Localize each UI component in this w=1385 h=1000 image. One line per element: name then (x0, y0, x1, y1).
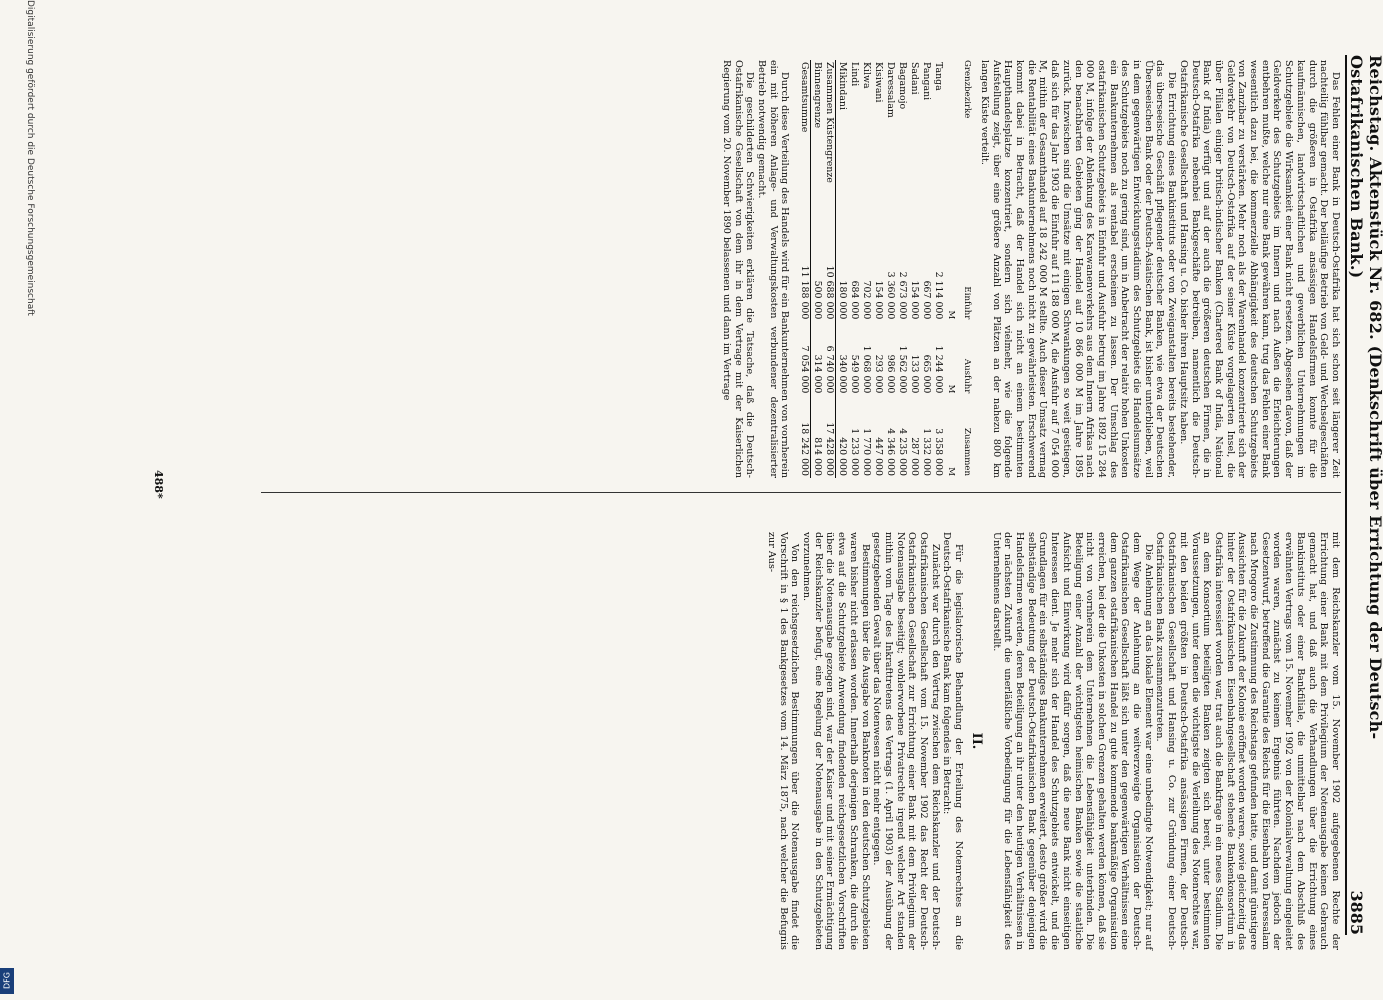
unit-cell: M (946, 384, 957, 394)
table-cell: 447 000 (873, 437, 885, 476)
table-cell: Daressalam (885, 62, 897, 118)
subtotal-row (824, 60, 837, 478)
table-cell: 814 000 (812, 437, 824, 476)
dfg-logo-text: DFG (2, 972, 12, 990)
unit-cell: M (946, 467, 957, 476)
table-cell: 287 000 (909, 437, 921, 476)
table-cell: 702 000 (861, 280, 873, 320)
table-cell: Kisiwani (873, 62, 885, 103)
page-number: 3885 (1347, 890, 1366, 935)
paragraph: Von den reichsgesetzlichen Bestimmungen über die Notenausgabe findet die Vorschrift in § 1 des Bankgesetzes vom 14. März 1875, nach welcher die Befugnis zur Aus- (765, 532, 801, 950)
left-column (720, 60, 1341, 478)
dfg-logo (0, 968, 14, 994)
paragraph: Die Anlehnung an das lokale Element war eine unbedingte Notwendigkeit; nur auf dem Wege der Anlehnung an die weitverzweigte Organisation der Deutsch-Ostafrikanischen Gesellschaft läßt sich unter den gegenwärtigen Verhältnissen eine dem ganzen ostafrikanischen Handel zu gute kommende bankmäßige Organisation erreichen, bei der die Unkosten in solchen Grenzen gehalten werden können, daß sie nicht von vornherein dem Unternehmen die Lebensfähigkeit unterbinden. Die Beteiligung einer Anzahl der wichtigsten heimischen Banken sowie die staatliche Aufsicht und Einwirkung wird dafür sorgen, daß die neue Bank nicht einseitigen Interessen dient. Je mehr sich der Handel des Schutzgebiets entwickelt, und die Grundlagen für ein selbständiges Bankunternehmen erweitert, desto größer wird die selbständige Bedeutung der Deutsch-Ostafrikanischen Bank gegenüber denjenigen Handelsfirmen werden, deren Beteiligung an ihr unter den heutigen Verhältnissen in der nächsten Zukunft die unerläßliche Vorbedingung für die Lebensfähigkeit des Unternehmens darstellt. (990, 532, 1154, 950)
table-cell: 6 740 000 (824, 321, 837, 395)
total-row (799, 60, 812, 478)
paragraph: Bestimmungen über die Ausgabe von Banknoten in den deutschen Schutzgebieten waren bisher nicht erlassen worden. Innerhalb derjenigen Schranken, die durch die etwa auf die Schutzgebiete Anwendung findenden reichsgesetzlichen Vorschriften über die Notenausgabe gezogen sind, war der Kaiser und mit seiner Ermächtigung der Reichskanzler befugt, eine Regelung der Notenausgabe in den Schutzgebieten vorzunehmen. (801, 532, 871, 950)
table-row (909, 60, 921, 478)
page-header (1345, 55, 1385, 935)
paragraph: Für die legislatorische Behandlung der Erteilung des Notenrechtes an die Deutsch-Ostafrikanische Bank kam folgendes in Betracht: (941, 532, 965, 950)
table-cell: 154 000 (909, 280, 921, 320)
table-cell: Lindi (849, 62, 861, 87)
table-cell: 549 000 (849, 354, 861, 394)
table-cell: 665 000 (921, 354, 933, 394)
paragraph: Durch diese Verteilung des Handels wird für ein Bankunternehmen von vornherein ein mit höheren Anlage- und Verwaltungskosten verbundener dezentralisierter Betrieb notwendig gemacht. (756, 60, 791, 478)
table-row (897, 60, 909, 478)
paragraph: Die Errichtung eines Bankinstituts oder von Zweiganstalten bereits bestehender, das überseeische Geschäft pflegender deutscher Banken, wie etwa der Deutschen Überseeischen Bank oder der Deutsch-Asiatischen Bank, ist bisher unterblieben, weil in dem gegenwärtigen Entwicklungsstadium des Schutzgebiets die Handelsumsätze des Schutzgebiets noch zu gering sind, um in Anbetracht der relativ hohen Unkosten ein Bankunternehmen als rentabel erscheinen zu lassen. Der Umschlag des ostafrikanischen Schutzgebiets in Einfuhr und Ausfuhr betrug im Jahre 1892 15 284 000 M, infolge der Ablenkung des Karawanenverkehrs aus dem Innern Afrikas nach den benachbarten Gebieten ging der Handel auf 10 866 000 M im Jahre 1895 zurück. Inzwischen sind die Umsätze mit einigen Schwankungen so weit gestiegen, daß sich für das Jahr 1903 die Einfuhr auf 11 188 000 M, die Ausfuhr auf 7 054 000 M, mithin der Gesamthandel auf 18 242 000 M stellte. Auch dieser Umsatz vermag die Rentabilität eines Bankunternehmens noch nicht zu gewährleisten. Erschwerend kommt dabei in Betracht, daß der Handel sich nicht an einem bestimmten Haupthandelsplatze konzentriert, sondern sich vielmehr, wie die folgende Aufstellung zeigt, über eine größere Anzahl von Plätzen an der nahezu 800 km langen Küste verteilt. (978, 60, 1178, 478)
page-title: Reichstag. Aktenstück Nr. 682. (Denkschrift über Errichtung der Deutsch-Ostafrikanischen Bank.) (1347, 55, 1385, 740)
table-cell: 1 770 000 (861, 428, 873, 476)
table-cell: 1 068 000 (861, 345, 873, 394)
table-row (849, 60, 861, 478)
section-heading: II. (968, 732, 984, 750)
paragraph: Das Fehlen einer Bank in Deutsch-Ostafrika hat sich schon seit längerer Zeit nachteilig fühlbar gemacht. Der beiläufige Betrieb von Geld- und Wechselgeschäften durch die größeren in Ostafrika ansässigen Handelsfirmen konnte für die kaufmännischen, landwirtschaftlichen und gewerblichen Unternehmungen im Schutzgebiete die Wirksamkeit einer Bank nicht ersetzen. Abgesehen davon, daß der Geldverkehr des Schutzgebiets im Innern und nach Außen die Erleichterungen entbehren mußte, welche nur eine Bank gewähren kann, trug das Fehlen einer Bank wesentlich dazu bei, die kommerzielle Abhängigkeit des deutschen Schutzgebiets von Zanzibar zu verstärken. Mehr noch als der Warenhandel konzentrierte sich der Geldverkehr von Deutsch-Ostafrika auf der seiner Küste vorgelagerten Insel, die über Filialen einiger britisch-indischer Banken (Chartered Bank of India, National Bank of India) verfügt und auf der auch die größeren deutschen Firmen, die in Deutsch-Ostafrika nebenbei Bankgeschäfte betreiben, namentlich die Deutsch-Ostafrikanische Gesellschaft und Hansing u. Co. bisher ihren Hauptsitz haben. (1177, 60, 1341, 478)
table-cell: Kilwa (861, 62, 873, 89)
table-cell: 293 000 (873, 354, 885, 394)
credit-text: Digitalisierung gefördert durch die Deutsche Forschungsgemeinschaft (25, 0, 35, 316)
table-cell: 314 000 (812, 354, 824, 394)
table-cell: Tanga (933, 62, 945, 91)
table-cell: 1 233 000 (849, 428, 861, 476)
unit-cell (945, 60, 957, 239)
table-cell: 7 054 000 (799, 321, 812, 395)
table-cell: 420 000 (837, 437, 849, 476)
page-marker: 488* (152, 470, 165, 499)
table-row (933, 60, 945, 478)
table-cell: 133 000 (909, 354, 921, 394)
table-cell: 2 114 000 (933, 271, 945, 320)
table-cell: 684 000 (849, 280, 861, 320)
table-cell: 1 562 000 (897, 345, 909, 394)
table-cell: 500 000 (812, 280, 824, 320)
table-row (836, 60, 849, 478)
table-cell: 3 358 000 (933, 428, 945, 476)
table-cell: Gesamtsumme (799, 60, 812, 239)
table-cell: 1 332 000 (921, 428, 933, 476)
table-cell: 4 235 000 (897, 428, 909, 476)
table-cell: 10 688 000 (824, 239, 837, 322)
table-header: Zusammen (962, 428, 973, 476)
table-cell: 18 242 000 (799, 395, 812, 478)
table-cell: Pangani (921, 62, 933, 101)
table-cell: 340 000 (837, 354, 849, 394)
table-cell: Binnengrenze (812, 62, 824, 129)
table-cell: 4 346 000 (885, 428, 897, 476)
table-cell: 2 673 000 (897, 271, 909, 320)
paragraph: Die geschilderten Schwierigkeiten erklären die Tatsache, daß die Deutsch-Ostafrikanische Gesellschaft von dem ihr in dem Vertrage mit der Kaiserlichen Regierung vom 20. November 1890 belassenen und dann im Vertrage (720, 60, 756, 478)
table-cell: 1 244 000 (933, 345, 945, 394)
table-header: Einfuhr (962, 286, 973, 320)
paragraph: Zunächst war durch den Vertrag zwischen dem Reichskanzler und der Deutsch-Ostafrikanischen Gesellschaft vom 15. November 1902 das Recht der Deutsch-Ostafrikanischen Gesellschaft zur Errichtung einer Bank mit dem Privilegium der Notenausgabe beseitigt; wohlerworbene Privatrechte irgend welcher Art standen mithin vom Tage des Inkrafttretens des Vertrags (1. April 1903) der Ausübung der gesetzgebenden Gewalt über das Notenwesen nicht mehr entgegen. (871, 532, 941, 950)
unit-cell: M (946, 310, 957, 320)
table-cell: 180 000 (837, 280, 849, 320)
trade-table (799, 60, 973, 478)
table-cell: 986 000 (885, 354, 897, 394)
table-cell: 3 360 000 (885, 271, 897, 320)
table-cell: 17 428 000 (824, 395, 837, 478)
table-cell: 154 000 (873, 280, 885, 320)
inland-row (811, 60, 824, 478)
table-row (873, 60, 885, 478)
table-cell: 11 188 000 (799, 239, 812, 322)
table-cell: 667 000 (921, 280, 933, 320)
table-row (861, 60, 873, 478)
table-header: Ausfuhr (962, 358, 973, 394)
table-header-row (957, 60, 973, 478)
table-cell: Mikindani (837, 62, 849, 110)
digitization-credit (25, 0, 43, 1000)
units-row (945, 60, 957, 478)
table-row (921, 60, 933, 478)
table-header: Grenzbezirke (962, 60, 973, 119)
column-divider (261, 492, 1341, 493)
table-row (885, 60, 897, 478)
table-cell: Sadani (909, 62, 921, 95)
table-cell: Zusammen Küstengrenze (824, 60, 837, 239)
table-cell: Bagamojo (897, 62, 909, 110)
right-column (765, 532, 1341, 950)
paragraph: mit dem Reichskanzler vom 15. November 1902 aufgegebenen Rechte der Errichtung einer Bank mit dem Privilegium der Notenausgabe keinen Gebrauch gemacht hat, und daß auch die Verhandlungen über die Errichtung eines Bankinstituts oder einer Bankfiliale, die unmittelbar nach dem Abschluß des erwähnten Vertrags vom 15. November 1902 von der Kolonialverwaltung eingeleitet worden waren, zunächst zu keinem Ergebnis führten. Nachdem jedoch der Gesetzentwurf, betreffend die Garantie des Reichs für die Eisenbahn von Daressalam nach Mrogoro die Zustimmung des Reichstags gefunden hatte, und damit günstigere Aussichten für die Zukunft der Kolonie eröffnet worden waren, sowie gleichzeitig das hinter der Ostafrikanischen Eisenbahngesellschaft stehende Bankenkonsortium in Ostafrika interessiert worden war, trat auch die Bankfrage in ein neues Stadium. Die an dem Konsortium beteiligten Banken zeigten sich bereit, unter bestimmten Voraussetzungen, unter denen die wichtigste die Verleihung des Notenrechtes war, mit den beiden größten in Deutsch-Ostafrika ansässigen Firmen, der Deutsch-Ostafrikanischen Gesellschaft und Hansing u. Co. zur Gründung einer Deutsch-Ostafrikanischen Bank zusammenzutreten. (1154, 532, 1341, 950)
